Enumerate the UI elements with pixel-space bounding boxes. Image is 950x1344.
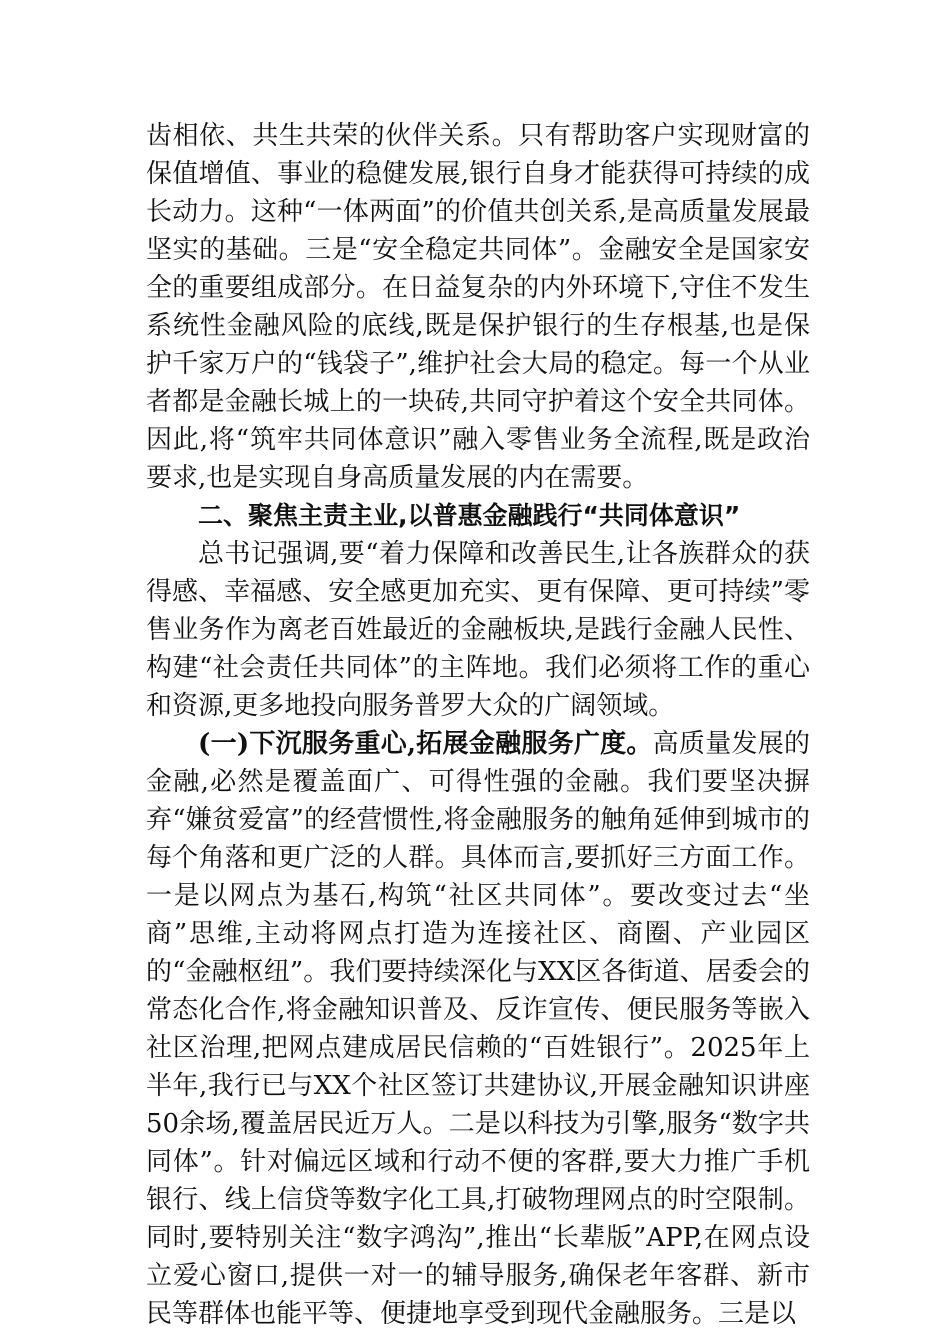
paragraph-directive: 总书记强调,要“着力保障和改善民生,让各族群众的获得感、幸福感、安全感更加充实、更有保障、更可持续”零售业务作为离老百姓最近的金融板块,是践行金融人民性、构建“社会责任共同体”的主阵地。我们必须将工作的重心和资源,更多地投向服务普罗大众的广阔领域。 — [146, 539, 810, 721]
subsection-heading: (一)下沉服务重心,拓展金融服务广度。 — [198, 729, 653, 759]
subsection-body: 高质量发展的金融,必然是覆盖面广、可得性强的金融。我们要坚决摒弃“嫌贫爱富”的经营惯性,将金融服务的触角延伸到城市的每个角落和更广泛的人群。具体而言,要抓好三方面工作。一是以网点为基石,构筑“社区共同体”。要改变过去“坐商”思维,主动将网点打造为连接社区、商圈、产业园区的“金融枢纽”。我们要持续深化与XX区各街道、居委会的常态化合作,将金融知识普及、反诈宣传、便民服务等嵌入社区治理,把网点建成居民信赖的“百姓银行”。2025年上半年,我行已与XX个社区签订共建协议,开展金融知识讲座50余场,覆盖居民近万人。二是以科技为引擎,服务“数字共同体”。针对偏远区域和行动不便的客群,要大力推广手机银行、线上信贷等数字化工具,打破物理网点的时空限制。同时,要特别关注“数字鸿沟”,推出“长辈版”APP,在网点设立爱心窗口,提供一对一的辅导服务,确保老年客群、新市民等群体也能平等、便捷地享受到现代金融服务。三是以 — [146, 729, 810, 1329]
section-heading: 二、聚焦主责主业,以普惠金融践行“共同体意识” — [198, 501, 741, 530]
document-body — [146, 117, 810, 1333]
paragraph-subsection — [146, 725, 810, 1333]
paragraph-continuation: 齿相依、共生共荣的伙伴关系。只有帮助客户实现财富的保值增值、事业的稳健发展,银行自身才能获得可持续的成长动力。这种“一体两面”的价值共创关系,是高质量发展最坚实的基础。三是“安全稳定共同体”。金融安全是国家安全的重要组成部分。在日益复杂的内外环境下,守住不发生系统性金融风险的底线,既是保护银行的生存根基,也是保护千家万户的“钱袋子”,维护社会大局的稳定。每一个从业者都是金融长城上的一块砖,共同守护着这个安全共同体。因此,将“筑牢共同体意识”融入零售业务全流程,既是政治要求,也是实现自身高质量发展的内在需要。 — [146, 121, 810, 493]
